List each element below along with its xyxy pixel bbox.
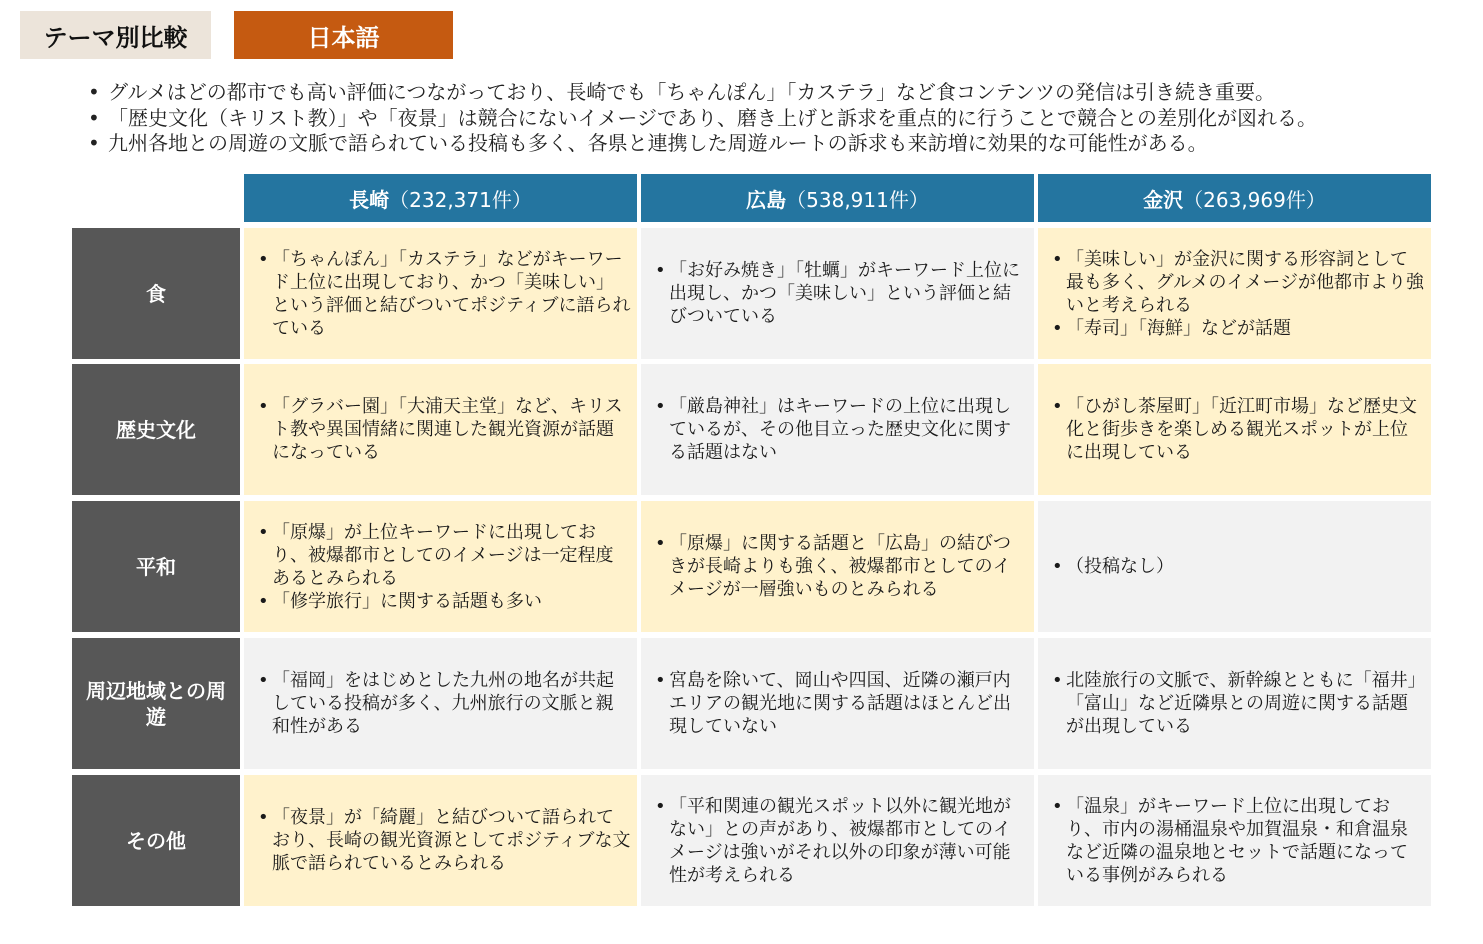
table-cell-hiroshima bbox=[641, 501, 1034, 632]
column-header-kanazawa bbox=[1038, 174, 1431, 222]
column-post-count: （232,371件） bbox=[389, 187, 532, 212]
cell-bullet-point: • 「グラバー園」「大浦天主堂」など、キリスト教や異国情緒に関連した観光資源が話題になっている bbox=[258, 395, 631, 464]
table-cell-kanazawa bbox=[1038, 364, 1431, 495]
table-cell-kanazawa bbox=[1038, 775, 1431, 906]
cell-bullet-point: • 「原爆」が上位キーワードに出現しており、被爆都市としてのイメージは一定程度あるとみられる bbox=[258, 521, 631, 590]
column-header-nagasaki bbox=[244, 174, 637, 222]
cell-bullet-point: • 「平和関連の観光スポット以外に観光地がない」との声があり、被爆都市としてのイメージは強いがそれ以外の印象が薄い可能性が考えられる bbox=[655, 795, 1028, 887]
cell-bullet-point: • 「ちゃんぽん」「カステラ」などがキーワード上位に出現しており、かつ「美味しい」という評価と結びついてポジティブに語られている bbox=[258, 248, 631, 340]
column-city-name: 広島 bbox=[746, 187, 787, 212]
summary-item: • グルメはどの都市でも高い評価につながっており、長崎でも「ちゃんぽん」「カステラ」など食コンテンツの発信は引き続き重要。 bbox=[88, 80, 1317, 106]
column-post-count: （263,969件） bbox=[1183, 187, 1326, 212]
table-cell-kanazawa bbox=[1038, 638, 1431, 769]
table-cell-nagasaki bbox=[244, 228, 637, 359]
cell-bullet-point: • 「温泉」がキーワード上位に出現しており、市内の湯桶温泉や加賀温泉・和倉温泉など近隣の温泉地とセットで話題になっている事例がみられる bbox=[1052, 795, 1425, 887]
cell-bullet-point: • 「厳島神社」はキーワードの上位に出現しているが、その他目立った歴史文化に関する話題はない bbox=[655, 395, 1028, 464]
cell-bullet-point: • 「美味しい」が金沢に関する形容詞として最も多く、グルメのイメージが他都市より強いと考えられる bbox=[1052, 248, 1425, 317]
table-cell-nagasaki bbox=[244, 364, 637, 495]
cell-bullet-point: • 北陸旅行の文脈で、新幹線とともに「福井」「富山」など近隣県との周遊に関する話題が出現している bbox=[1052, 669, 1425, 738]
cell-bullet-point: • （投稿なし） bbox=[1052, 555, 1425, 578]
column-post-count: （538,911件） bbox=[786, 187, 929, 212]
table-cell-hiroshima bbox=[641, 364, 1034, 495]
cell-bullet-point: • 宮島を除いて、岡山や四国、近隣の瀬戸内エリアの観光地に関する話題はほとんど出現していない bbox=[655, 669, 1028, 738]
cell-bullet-point: • 「福岡」をはじめとした九州の地名が共起している投稿が多く、九州旅行の文脈と親和性がある bbox=[258, 669, 631, 738]
table-cell-kanazawa bbox=[1038, 501, 1431, 632]
row-label: 食 bbox=[72, 228, 240, 359]
column-city-name: 金沢 bbox=[1143, 187, 1184, 212]
row-label: その他 bbox=[72, 775, 240, 906]
table-cell-hiroshima bbox=[641, 638, 1034, 769]
row-label: 平和 bbox=[72, 501, 240, 632]
summary-item: • 九州各地との周遊の文脈で語られている投稿も多く、各県と連携した周遊ルートの訴求も来訪増に効果的な可能性がある。 bbox=[88, 131, 1317, 157]
row-label: 歴史文化 bbox=[72, 364, 240, 495]
table-cell-nagasaki bbox=[244, 501, 637, 632]
column-city-name: 長崎 bbox=[349, 187, 390, 212]
table-cell-hiroshima bbox=[641, 228, 1034, 359]
cell-bullet-point: • 「寿司」「海鮮」などが話題 bbox=[1052, 317, 1425, 340]
row-label: 周辺地域との周遊 bbox=[72, 638, 240, 769]
summary-list bbox=[88, 80, 1317, 157]
table-cell-kanazawa bbox=[1038, 228, 1431, 359]
cell-bullet-point: • 「原爆」に関する話題と「広島」の結びつきが長崎よりも強く、被爆都市としてのイメージが一層強いものとみられる bbox=[655, 532, 1028, 601]
table-cell-nagasaki bbox=[244, 775, 637, 906]
cell-bullet-point: • 「修学旅行」に関する話題も多い bbox=[258, 590, 631, 613]
cell-bullet-point: • 「夜景」が「綺麗」と結びついて語られており、長崎の観光資源としてポジティブな文脈で語られているとみられる bbox=[258, 806, 631, 875]
theme-comparison-tag: テーマ別比較 bbox=[20, 11, 211, 59]
table-cell-hiroshima bbox=[641, 775, 1034, 906]
column-header-hiroshima bbox=[641, 174, 1034, 222]
summary-item: • 「歴史文化（キリスト教）」や「夜景」は競合にないイメージであり、磨き上げと訴求を重点的に行うことで競合との差別化が図れる。 bbox=[88, 106, 1317, 132]
table-cell-nagasaki bbox=[244, 638, 637, 769]
cell-bullet-point: • 「お好み焼き」「牡蠣」がキーワード上位に出現し、かつ「美味しい」という評価と結びついている bbox=[655, 259, 1028, 328]
cell-bullet-point: • 「ひがし茶屋町」「近江町市場」など歴史文化と街歩きを楽しめる観光スポットが上位に出現している bbox=[1052, 395, 1425, 464]
language-tag: 日本語 bbox=[234, 11, 453, 59]
